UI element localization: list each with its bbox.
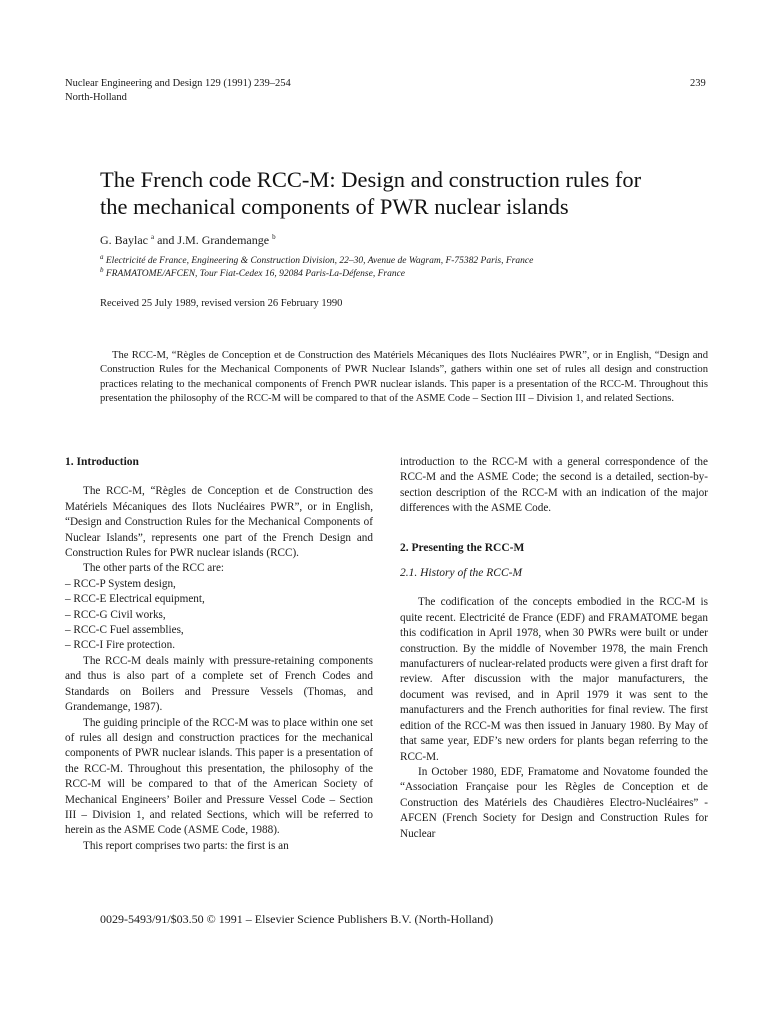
history-paragraph-2: In October 1980, EDF, Framatome and Novatome founded the “Association Française pour les Règles de Conception et de Construction des Matériels des Chaudières Electro-Nucléaires” - AFCEN (French Society for Design and Construction Rules for Nuclear [400, 765, 708, 840]
right-column [400, 455, 708, 842]
affiliation-b-text: FRAMATOME/AFCEN, Tour Fiat-Cedex 16, 92084 Paris-La-Défense, France [105, 269, 405, 279]
intro-continuation: introduction to the RCC-M with a general correspondence of the RCC-M and the ASME Code; the second is a detailed, section-by-section description of the RCC-M with an indication of the major differences with the ASME Code. [400, 456, 708, 515]
intro-paragraph-5: This report comprises two parts: the first is an [83, 839, 289, 852]
list-item: – RCC-P System design, [65, 577, 176, 590]
subsection-2-1-heading: 2.1. History of the RCC-M [400, 567, 523, 580]
journal-citation: Nuclear Engineering and Design 129 (1991) 239–254 [65, 78, 291, 89]
author-1-mark: a [150, 233, 155, 241]
list-item: – RCC-I Fire protection. [65, 639, 175, 652]
affiliation-b [100, 265, 405, 280]
paper-title: The French code RCC-M: Design and construction rules for the mechanical components of PWR nuclear islands [100, 167, 642, 219]
abstract: The RCC-M, “Règles de Conception et de Construction des Matériels Mécaniques des Ilots Nucléaires PWR”, or in English, “Design and Construction Rules for the Mechanical Components of PWR Nuclear Islands”, gathers within one set of rules all design and construction practices relating to the mechanical components of French PWR nuclear islands. This paper is a presentation of the RCC-M. Throughout this presentation the philosophy of the RCC-M will be compared to that of the ASME Code – Section III – Division 1, and related Sections. [100, 350, 708, 405]
section-1-heading: 1. Introduction [65, 456, 139, 468]
author-conjunction: and [154, 233, 178, 247]
copyright-footer: 0029-5493/91/$03.50 © 1991 – Elsevier Science Publishers B.V. (North-Holland) [100, 912, 494, 926]
intro-paragraph-4: The guiding principle of the RCC-M was to place within one set of rules all design and construction practices for the mechanical components of PWR nuclear islands. This paper is a presentation of the RCC-M. Throughout this presentation, the philosophy of the RCC-M will be compared to that of the American Society of Mechanical Engineers’ Boiler and Pressure Vessel Code – Section III – Division 1, and related Sections, which will be referred to herein as the ASME Code (ASME Code, 1988). [65, 716, 373, 837]
intro-paragraph-3: The RCC-M deals mainly with pressure-retaining components and thus is also part of a complete set of French Codes and Standards on Boilers and Pressure Vessels (Thomas, and Grandemange, 1987). [65, 654, 373, 714]
publisher: North-Holland [65, 92, 127, 103]
affiliation-b-mark: b [100, 265, 104, 274]
page-number: 239 [690, 78, 706, 89]
author-line [100, 233, 276, 248]
list-item: – RCC-E Electrical equipment, [65, 593, 205, 606]
left-column [65, 455, 373, 854]
intro-paragraph-2: The other parts of the RCC are: [83, 562, 225, 575]
list-item: – RCC-G Civil works, [65, 608, 166, 621]
rcc-parts-list [65, 577, 373, 654]
section-2-heading: 2. Presenting the RCC-M [400, 541, 525, 554]
intro-paragraph-1: The RCC-M, “Règles de Conception et de Construction des Matériels Mécaniques des Ilots Nucléaires PWR”, or in English, “Design and Construction Rules for the Mechanical Components of Nuclear Islands”, represents one part of the French Design and Construction Rules for PWR nuclear islands (RCC). [65, 485, 373, 560]
affiliation-a-mark: a [100, 252, 104, 261]
list-item: – RCC-C Fuel assemblies, [65, 624, 184, 637]
affiliation-a-text: Electricité de France, Engineering & Construction Division, 22–30, Avenue de Wagram, F-75382 Paris, France [105, 256, 534, 266]
author-2-mark: b [272, 233, 276, 241]
author-2: J.M. Grandemange [177, 233, 270, 247]
received-date: Received 25 July 1989, revised version 26 February 1990 [100, 298, 343, 309]
author-1: G. Baylac [100, 233, 148, 247]
affiliation-a [100, 252, 534, 267]
history-paragraph-1: The codification of the concepts embodied in the RCC-M is quite recent. Electricité de France (EDF) and FRAMATOME began this codification in April 1978, when 30 PWRs were built or under construction. By the middle of November 1978, the main French manufacturers of nuclear-related products were given a first draft for review. After discussion with the major manufacturers, the document was revised, and in April 1979 it was sent to the manufacturers and the French authorities for final review. The first edition of the RCC-M was then issued in January 1980. By May of that same year, EDF’s new orders for plants began referring to the RCC-M. [400, 596, 708, 763]
